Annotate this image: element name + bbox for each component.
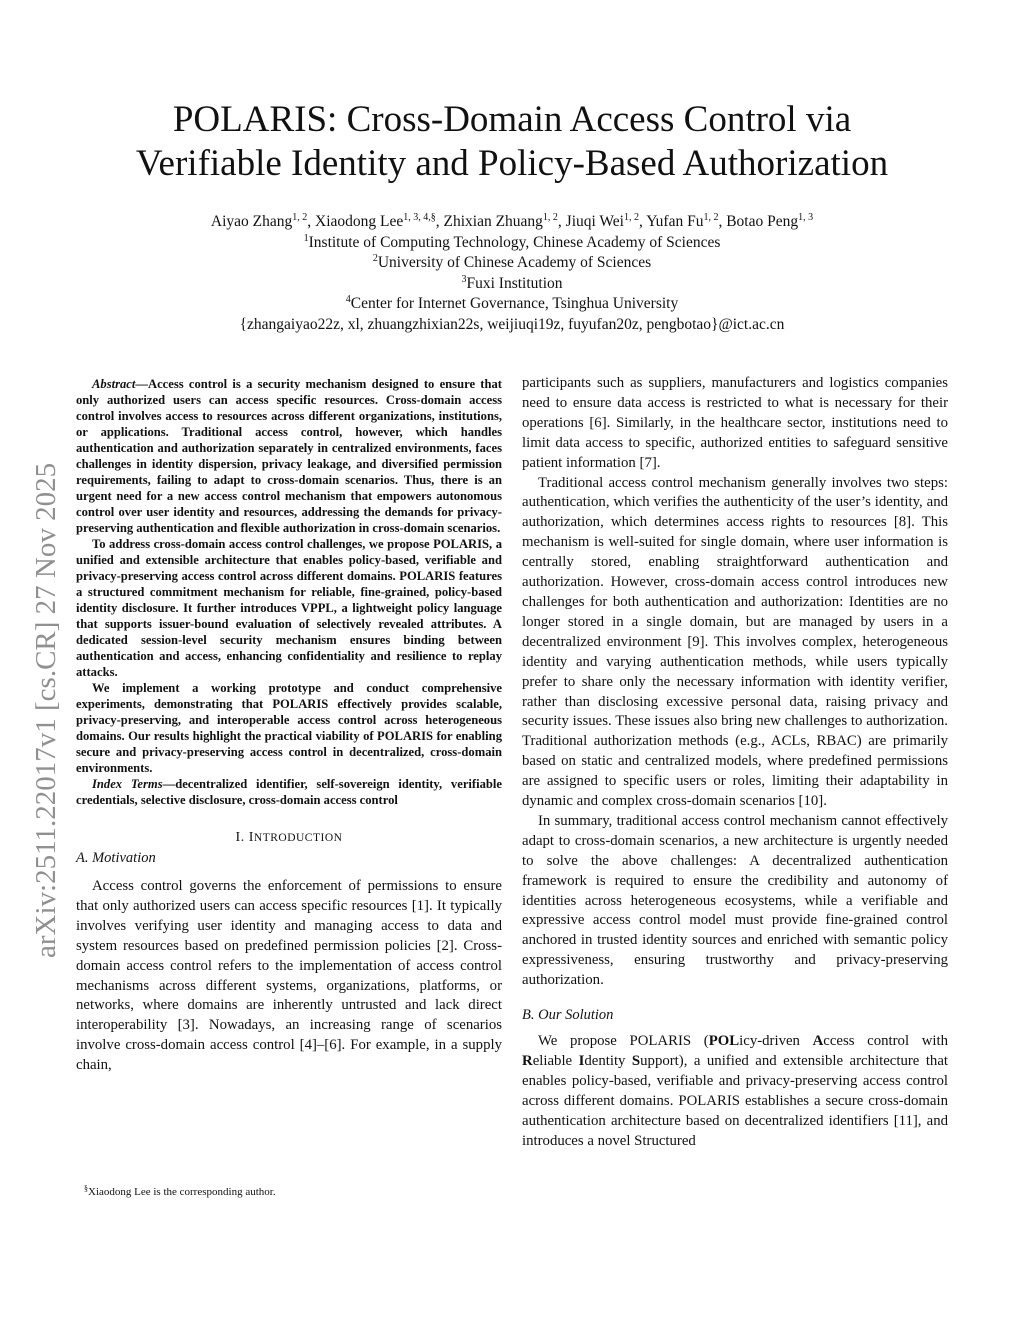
solution-text: upport), a unified and extensible architecture that enables policy-based, verifiable and privacy-preserving access control across different domains. POLARIS establishes a secure cross-domain authentication architecture based on decentralized identifiers [11], and introduces a novel Structured [522, 1053, 949, 1149]
solution-text: dentity [584, 1053, 632, 1069]
author-affil-sup: 1, 2 [542, 212, 558, 223]
solution-text: ccess control with [823, 1033, 948, 1050]
affiliation [60, 233, 964, 254]
body-paragraph: Traditional access control mechanism generally involves two steps: authentication, which verifies the authenticity of the user’s identity, and authorization, which determines access rights to resources [8]. This mechanism is well-suited for single domain, where user information is centrally stored, enabling straightforward authentication and authorization. However, cross-domain access control introduces new challenges for both authentication and authorization: Identities are no longer stored in a single domain, but are managed by users in a decentralized environment [9]. This involves complex, heterogeneous identity and varying authentication methods, while users typically prefer to share only the necessary information with identity verifier, rather than disclosing excessive personal data, raising privacy and security issues. These issues also bring new challenges to authorization. Traditional authorization methods (e.g., ACLs, RBAC) are primarily based on static and centralized models, where predefined permissions are assigned to specific users or roles, limiting their adaptability in dynamic and complex cross-domain scenarios [10]. [522, 474, 948, 810]
abstract-paragraph-3: We implement a working prototype and conduct comprehensive experiments, demonstrating that POLARIS effectively provides scalable, privacy-preserving, and interoperable access control across heterogeneous domains. Our results highlight the practical viability of POLARIS for enabling secure and privacy-preserving access control in decentralized, cross-domain environments. [76, 681, 502, 775]
body-paragraph: Access control governs the enforcement of permissions to ensure that only authorized users can access specific resources [1]. It typically involves verifying user identity and managing access to data and system resources based on predefined permission policies [2]. Cross-domain access control refers to the implementation of access control mechanisms across different systems, organizations, platforms, or networks, where domains are inherently untrusted and lack direct interoperability [3]. Nowadays, an increasing range of scenarios involve cross-domain access control [4]–[6]. For example, in a supply chain, [76, 878, 502, 1074]
index-terms [76, 776, 502, 808]
title-line-2: Verifiable Identity and Policy-Based Authorization [135, 143, 889, 184]
acronym-letter: A [812, 1033, 824, 1050]
abstract [76, 376, 502, 776]
footnote-mark: § [84, 1184, 88, 1193]
author-name: Aiyao Zhang [210, 213, 293, 230]
subsection-heading-our-solution: B. Our Solution [522, 1007, 614, 1024]
arxiv-stamp: arXiv:2511.22017v1 [cs.CR] 27 Nov 2025 [30, 462, 62, 958]
author-affil-sup: 1, 2 [624, 212, 639, 223]
acronym-letter: POL [708, 1033, 740, 1050]
footnote [84, 1186, 276, 1198]
author-name: Jiuqi Wei [565, 213, 624, 230]
affiliation [60, 294, 964, 315]
section-numeral: I. [235, 830, 249, 845]
subsection-heading-motivation: A. Motivation [76, 850, 156, 866]
author-name: Yufan Fu [646, 213, 704, 230]
affiliation-text: University of Chinese Academy of Sciences [377, 254, 652, 271]
footnote-text: Xiaodong Lee is the corresponding author. [88, 1186, 276, 1198]
abstract-text: —Access control is a security mechanism designed to ensure that only authorized users can access specific resources. Cross-domain access control involves access to resources across different organizations, institutions, or applications. Traditional access control, however, which handles authentication and authorization separately in centralized environments, faces challenges in identity dispersion, privacy leakage, and diversified permission requirements, failing to adapt to cross-domain scenarios. Thus, there is an urgent need for a new access control mechanism that empowers autonomous control over user identity and resources, addressing the demands for privacy-preserving authentication and flexible authorization in cross-domain scenarios. [76, 377, 502, 535]
affiliation-text: Center for Internet Governance, Tsinghua University [350, 295, 679, 312]
paper-title [60, 98, 964, 186]
solution-text: We propose POLARIS ( [538, 1033, 709, 1050]
affiliation-sup: 4 [345, 294, 351, 305]
right-body [522, 374, 948, 991]
solution-text: eliable [532, 1053, 579, 1069]
author-affil-sup: 1, 3 [798, 212, 814, 223]
acronym-letter: R [522, 1053, 533, 1069]
affiliation-sup: 1 [303, 232, 309, 244]
acronym-letter: S [631, 1053, 641, 1069]
section-initial: I [248, 830, 254, 845]
author-emails: {zhangaiyao22z, xl, zhuangzhixian22s, weijiuqi19z, fuyufan20z, pengbotao}@ict.ac.cn [239, 315, 785, 333]
index-terms-text: —decentralized identifier, self-sovereign identity, verifiable credentials, selective disclosure, cross-domain access control [76, 777, 502, 807]
body-paragraph: In summary, traditional access control mechanism cannot effectively adapt to cross-domain scenarios, a new architecture is urgently needed to solve the above challenges: A decentralized authentication framework is required to ensure the credibility and autonomy of identities across heterogeneous ecosystems, while a verifiable and expressive access control model must provide fine-grained control anchored in trusted identity sources and enriched with semantic policy expressiveness, ensuring trustworthy and privacy-preserving authorization. [522, 812, 948, 989]
title-line-1: POLARIS: Cross-Domain Access Control via [172, 99, 852, 140]
affiliation-text: Fuxi Institution [466, 274, 563, 292]
author-name: Botao Peng [726, 213, 799, 230]
body-paragraph [522, 1032, 948, 1151]
abstract-paragraph-1 [76, 376, 502, 536]
affiliation-sup: 3 [461, 273, 467, 285]
abstract-label: Abstract [92, 377, 136, 391]
section-title-rest: NTRODUCTION [253, 832, 343, 844]
affiliation-text: Institute of Computing Technology, Chinese Academy of Sciences [308, 233, 721, 251]
author-affil-sup: 1, 2 [292, 212, 308, 223]
author-block [60, 212, 964, 335]
author-name: Zhixian Zhuang [443, 213, 543, 230]
affiliation [60, 253, 964, 274]
solution-text: icy-driven [739, 1033, 813, 1050]
author-list: Aiyao Zhang$^{1, 2}$, Xiaodong Lee$^{1, 3, 4,\S}$, Zhixian Zhuang$^{1, 2}$, Jiuqi Wei$^{1, 2}$, Yufan Fu$^{1, 2}$, Botao Peng$^{1, 3}$ [210, 212, 814, 230]
introduction-body [76, 877, 502, 1076]
index-terms-label: Index Terms [92, 777, 163, 791]
affiliation [60, 274, 964, 295]
left-column [76, 376, 502, 1076]
acronym-letter: I [578, 1053, 585, 1069]
right-column [522, 374, 948, 1152]
abstract-paragraph-2: To address cross-domain access control challenges, we propose POLARIS, a unified and extensible architecture that enables policy-based, verifiable and privacy-preserving access control across different domains. POLARIS features a structured commitment mechanism for reliable, fine-grained, policy-based identity disclosure. It further introduces VPPL, a lightweight policy language that supports issuer-bound evaluation of selectively revealed attributes. A dedicated session-level security mechanism ensures binding between authentication and access, enhancing confidentiality and resilience to replay attacks. [76, 537, 502, 679]
affiliation-sup: 2 [372, 253, 378, 264]
author-name: Xiaodong Lee [315, 213, 404, 230]
body-paragraph: participants such as suppliers, manufacturers and logistics companies need to ensure data access is restricted to what is necessary for their operations [6]. Similarly, in the healthcare sector, institutions need to limit data access to specific, authorized entities to safeguard sensitive patient information [7]. [522, 375, 948, 471]
solution-body [522, 1032, 948, 1151]
section-heading-introduction [76, 830, 502, 846]
author-affil-sup: 1, 3, 4,§ [403, 212, 436, 223]
author-affil-sup: 1, 2 [703, 212, 719, 223]
